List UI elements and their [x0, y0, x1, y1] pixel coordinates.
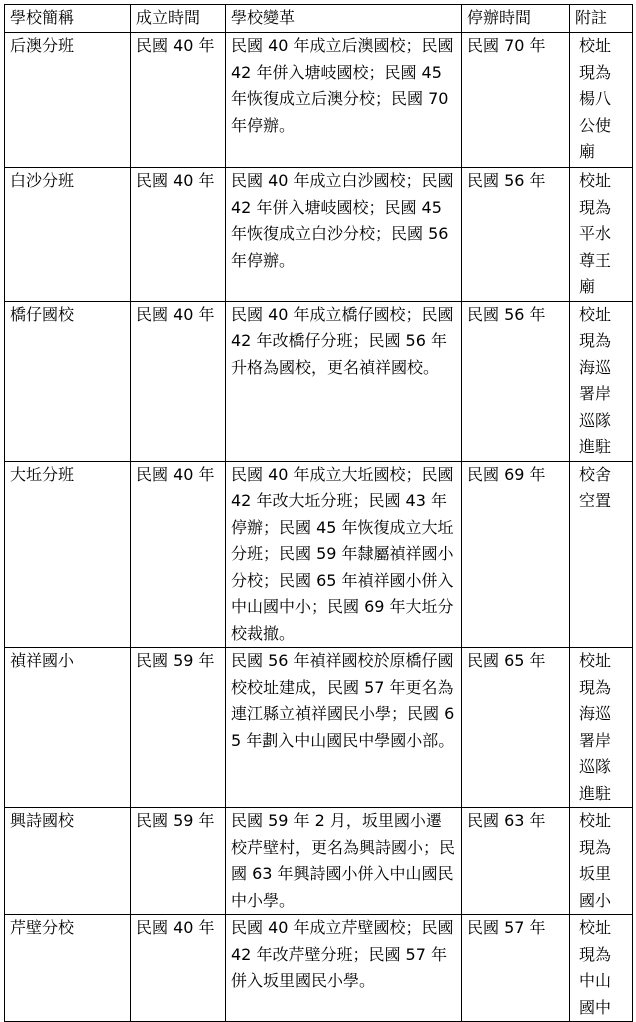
table-header-row [5, 5, 633, 33]
cell-remark: 校址現為海巡署岸巡隊進駐 [570, 648, 633, 808]
cell-closed: 民國 65 年 [462, 648, 570, 808]
cell-remark: 校舍空置 [570, 461, 633, 648]
cell-history: 民國 40 年成立橋仔國校；民國 42 年改橋仔分班；民國 56 年升格為國校，更名禎祥國校。 [226, 301, 462, 461]
cell-school-name: 禎祥國小 [5, 648, 131, 808]
cell-history: 民國 59 年 2 月，坂里國小遷校芹壁村，更名為興詩國小；民國 63 年興詩國小併入中山國民中小學。 [226, 808, 462, 915]
header-remark: 附註 [570, 5, 633, 33]
cell-school-name: 芹壁分校 [5, 915, 131, 1022]
cell-history: 民國 56 年禎祥國校於原橋仔國校校址建成，民國 57 年更名為連江縣立禎祥國民小學；民國 65 年劃入中山國民中學國小部。 [226, 648, 462, 808]
cell-closed: 民國 69 年 [462, 461, 570, 648]
cell-school-name: 興詩國校 [5, 808, 131, 915]
cell-closed: 民國 56 年 [462, 168, 570, 302]
cell-founded: 民國 59 年 [131, 648, 226, 808]
header-school-name: 學校簡稱 [5, 5, 131, 33]
cell-remark: 校址現為坂里國小 [570, 808, 633, 915]
cell-remark: 校址現為平水尊王廟 [570, 168, 633, 302]
header-closed: 停辦時間 [462, 5, 570, 33]
cell-school-name: 后澳分班 [5, 33, 131, 168]
cell-remark: 校址現為中山國中 [570, 915, 633, 1022]
cell-closed: 民國 56 年 [462, 301, 570, 461]
cell-closed: 民國 57 年 [462, 915, 570, 1022]
cell-history: 民國 40 年成立芹壁國校；民國 42 年改芹壁分班；民國 57 年併入坂里國民小學。 [226, 915, 462, 1022]
cell-school-name: 大坵分班 [5, 461, 131, 648]
cell-school-name: 白沙分班 [5, 168, 131, 302]
table-row [5, 648, 633, 808]
cell-history: 民國 40 年成立后澳國校；民國 42 年併入塘岐國校；民國 45 年恢復成立后澳分校；民國 70 年停辦。 [226, 33, 462, 168]
table-row [5, 915, 633, 1022]
table-row [5, 461, 633, 648]
header-founded: 成立時間 [131, 5, 226, 33]
cell-founded: 民國 40 年 [131, 168, 226, 302]
cell-history: 民國 40 年成立大坵國校；民國 42 年改大坵分班；民國 43 年停辦；民國 45 年恢復成立大坵分班；民國 59 年隸屬禎祥國小分校；民國 65 年禎祥國小併入中山國中小；民國 69 年大坵分校裁撤。 [226, 461, 462, 648]
table-row [5, 808, 633, 915]
school-history-table [4, 4, 633, 1022]
cell-founded: 民國 40 年 [131, 461, 226, 648]
table-row [5, 168, 633, 302]
cell-remark: 校址現為楊八公使廟 [570, 33, 633, 168]
cell-school-name: 橋仔國校 [5, 301, 131, 461]
header-history: 學校變革 [226, 5, 462, 33]
table-row [5, 33, 633, 168]
cell-remark: 校址現為海巡署岸巡隊進駐 [570, 301, 633, 461]
cell-founded: 民國 59 年 [131, 808, 226, 915]
cell-history: 民國 40 年成立白沙國校；民國 42 年併入塘岐國校；民國 45 年恢復成立白沙分校；民國 56 年停辦。 [226, 168, 462, 302]
cell-founded: 民國 40 年 [131, 33, 226, 168]
table-row [5, 301, 633, 461]
cell-closed: 民國 70 年 [462, 33, 570, 168]
cell-closed: 民國 63 年 [462, 808, 570, 915]
cell-founded: 民國 40 年 [131, 301, 226, 461]
cell-founded: 民國 40 年 [131, 915, 226, 1022]
